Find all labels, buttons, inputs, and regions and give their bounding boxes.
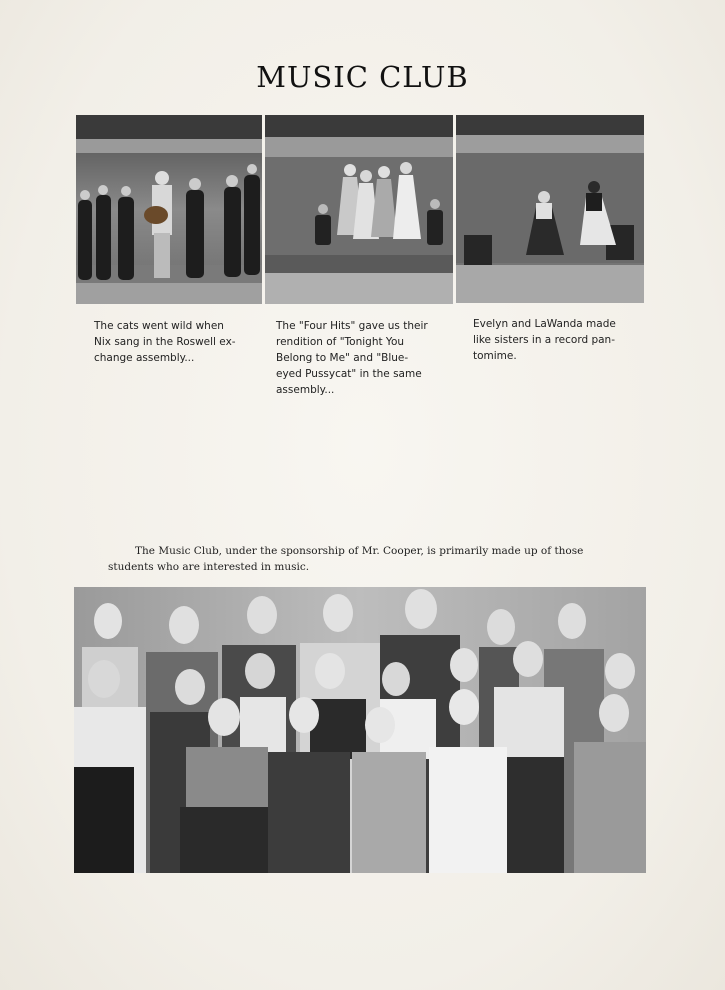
caption-line: Nix sang in the Roswell ex- [94, 336, 236, 348]
caption-line: eyed Pussycat" in the same [276, 368, 422, 380]
caption-line: change assembly... [94, 352, 195, 364]
caption-pantomime [473, 316, 643, 364]
description-line-2: students who are interested in music. [108, 561, 310, 573]
club-description [108, 543, 628, 575]
photo-four-hits [265, 115, 453, 304]
caption-roswell-assembly [94, 318, 254, 366]
caption-line: The "Four Hits" gave us their [276, 320, 428, 332]
caption-line: Evelyn and LaWanda made [473, 318, 616, 330]
group-photo [74, 587, 646, 873]
photo-roswell-assembly [76, 115, 262, 304]
caption-line: The cats went wild when [94, 320, 224, 332]
caption-four-hits [276, 318, 456, 398]
caption-line: like sisters in a record pan- [473, 334, 616, 346]
page-title: MUSIC CLUB [256, 60, 469, 94]
description-line-1: The Music Club, under the sponsorship of Mr. Cooper, is primarily made up of those [135, 545, 584, 557]
caption-line: assembly... [276, 384, 335, 396]
caption-line: tomime. [473, 350, 517, 362]
photo-pantomime [456, 115, 644, 303]
caption-line: rendition of "Tonight You [276, 336, 405, 348]
caption-line: Belong to Me" and "Blue- [276, 352, 409, 364]
